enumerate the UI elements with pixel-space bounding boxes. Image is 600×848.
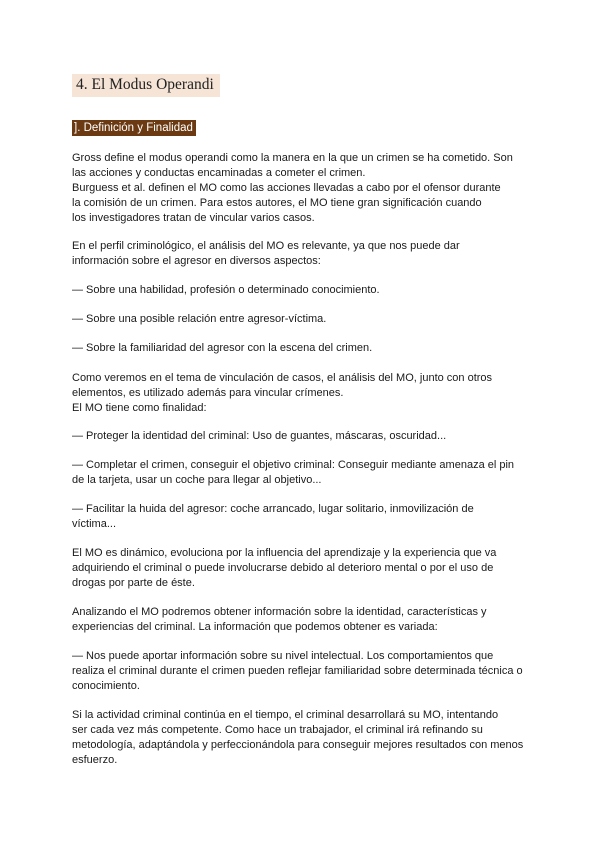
text-line: información sobre el agresor en diversos aspectos: [72,255,321,267]
paragraph [72,605,532,635]
text-line: experiencias del criminal. La información que podemos obtener es variada: [72,621,438,633]
text-line: adquiriendo el criminal o puede involucrarse debido al deterioro mental o por el uso de [72,562,494,574]
text-line: esfuerzo. [72,754,118,766]
paragraph [72,502,532,532]
paragraph [72,546,532,591]
text-line: realiza el criminal durante el crimen pueden reflejar familiaridad sobre determinada técnica o [72,665,523,677]
text-line: Analizando el MO podremos obtener información sobre la identidad, características y [72,606,487,618]
text-line: El MO es dinámico, evoluciona por la influencia del aprendizaje y la experiencia que va [72,547,497,559]
paragraph [72,458,532,488]
paragraph [72,341,532,356]
paragraph [72,151,532,226]
text-line: El MO tiene como finalidad: [72,402,207,414]
text-line: Gross define el modus operandi como la manera en la que un crimen se ha cometido. Son [72,152,513,164]
text-line: — Nos puede aportar información sobre su nivel intelectual. Los comportamientos que [72,650,494,662]
text-line: Si la actividad criminal continúa en el tiempo, el criminal desarrollará su MO, intentando [72,709,499,721]
paragraph [72,649,532,694]
text-line: — Sobre la familiaridad del agresor con la escena del crimen. [72,342,373,354]
paragraph [72,429,532,444]
text-line: de la tarjeta, usar un coche para llegar al objetivo... [72,474,322,486]
paragraph [72,708,532,768]
text-line: — Sobre una posible relación entre agresor-víctima. [72,313,327,325]
text-line: víctima... [72,518,117,530]
paragraph [72,312,532,327]
paragraph [72,371,532,416]
paragraph [72,239,532,269]
text-line: ser cada vez más competente. Como hace un trabajador, el criminal irá refinando su [72,724,483,736]
text-line: elementos, es utilizado además para vincular crímenes. [72,387,344,399]
text-line: metodología, adaptándola y perfeccionándola para conseguir mejores resultados con menos [72,739,524,751]
text-line: conocimiento. [72,680,140,692]
section-title: ]. Definición y Finalidad [72,120,196,136]
text-line: Como veremos en el tema de vinculación de casos, el análisis del MO, junto con otros [72,372,493,384]
text-line: En el perfil criminológico, el análisis del MO es relevante, ya que nos puede dar [72,240,460,252]
text-line: drogas por parte de éste. [72,577,195,589]
text-line: las acciones y conductas encaminadas a cometer el crimen. [72,167,366,179]
text-line: los investigadores tratan de vincular varios casos. [72,212,315,224]
chapter-title: 4. El Modus Operandi [72,74,220,97]
text-line: la comisión de un crimen. Para estos autores, el MO tiene gran significación cuando [72,197,482,209]
text-line: — Completar el crimen, conseguir el objetivo criminal: Conseguir mediante amenaza el pin [72,459,515,471]
text-line: Burguess et al. definen el MO como las acciones llevadas a cabo por el ofensor durante [72,182,501,194]
text-line: — Proteger la identidad del criminal: Uso de guantes, máscaras, oscuridad... [72,430,447,442]
paragraph [72,283,532,298]
text-line: — Sobre una habilidad, profesión o determinado conocimiento. [72,284,380,296]
text-line: — Facilitar la huida del agresor: coche arrancado, lugar solitario, inmovilización de [72,503,474,515]
